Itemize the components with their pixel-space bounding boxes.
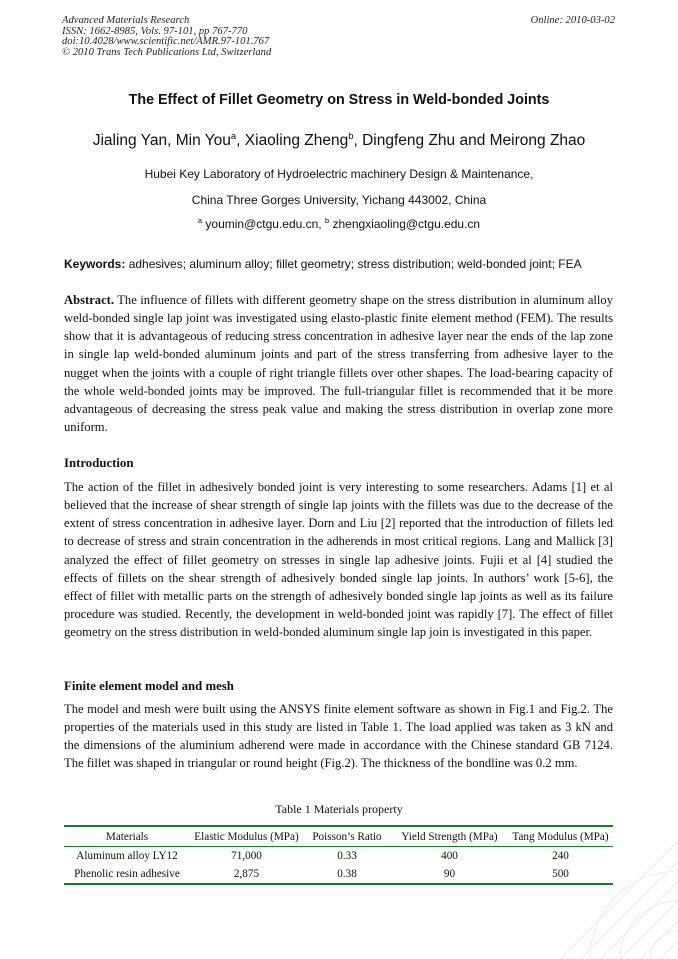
introduction-heading: Introduction: [64, 456, 134, 470]
table-cell: 90: [391, 865, 508, 884]
col-header-elastic-modulus: Elastic Modulus (MPa): [190, 826, 303, 847]
affiliation-line-2: China Three Gorges University, Yichang 443002, China: [191, 193, 487, 207]
paper-title: The Effect of Fillet Geometry on Stress in Weld-bonded Joints: [128, 92, 550, 108]
doi-line: doi:10.4028/www.scientific.net/AMR.97-101.767: [62, 36, 270, 48]
keywords-text: adhesives; aluminum alloy; fillet geometry; stress distribution; weld-bonded joint; FEA: [125, 257, 582, 271]
col-header-poissons-ratio: Poisson’s Ratio: [303, 826, 391, 847]
abstract-text: The influence of fillets with different geometry shape on the stress distribution in aluminum alloy weld-bonded single lap joint was investigated using elasto-plastic finite element method (FEM). The results show that it is advantageous of reducing stress concentration in adhesive layer near the ends of the lap zone in single lap weld-bonded aluminum joints and part of the stress transferring from adhesive layer to the nugget when the joints with a couple of right triangle fillets over other shapes. The load-bearing capacity of the whole weld-bonded joints may be improved. The full-triangular fillet is recommended that it be more advantageous of decreasing the stress peak value and making the stress distribution in overlap zone more uniform.: [64, 293, 613, 435]
journal-header: [62, 16, 271, 58]
materials-table: [64, 825, 613, 885]
table-cell: 2,875: [190, 865, 303, 884]
journal-name: Advanced Materials Research: [62, 15, 190, 26]
fem-heading: Finite element model and mesh: [64, 679, 234, 693]
fem-text: The model and mesh were built using the ANSYS finite element software as shown in Fig.1 and Fig.2. The properties of the materials used in this study are listed in Table 1. The load applied was taken as 3 kN and the dimensions of the aluminium adherend were made in accordance with the Chinese standard GB 7124. The fillet was shaped in triangular or round height (Fig.2). The thickness of the bondline was 0.2 mm.: [64, 702, 613, 771]
table-cell: 0.38: [303, 865, 391, 884]
col-header-yield-strength: Yield Strength (MPa): [391, 826, 508, 847]
keywords-label: Keywords:: [64, 257, 126, 271]
author-sup-b: b: [348, 131, 354, 142]
email-sup-a: a: [197, 216, 203, 225]
online-date: Online: 2010-03-02: [530, 15, 615, 26]
table-row: [64, 847, 613, 866]
abstract-label: Abstract.: [64, 293, 115, 307]
keywords: [64, 257, 624, 271]
author-group-2: , Xiaoling Zheng: [236, 132, 349, 150]
col-header-tang-modulus: Tang Modulus (MPa): [508, 826, 613, 847]
publisher-watermark-icon: [560, 841, 678, 959]
issn-line: ISSN: 1662-8985, Vols. 97-101, pp 767-770: [62, 25, 248, 37]
introduction-text: The action of the fillet in adhesively bonded joint is very interesting to some researchers. Adams [1] et al believed that the increase of shear strength of single lap joints with the fillets was due to the decrease of the extent of stress concentration in adhesive layer. Dorn and Liu [2] reported that the introduction of fillets led to decrease of stress and strain concentration in the adherends in most critical regions. Lang and Mallick [3] analyzed the effect of fillet geometry on stresses in single lap adhesive joints. Fujii et al [4] studied the effects of fillets on the shear strength of adhesively bonded single lap joints. In authors’ work [5-6], the effect of fillet with metallic parts on the strength of adhesively bonded single lap joints as well as its failure procedure was studied. Recently, the development in weld-bonded joint was rapidly [7]. The effect of fillet geometry on the stress distribution in weld-bonded aluminum single lap join is investigated in this paper.: [64, 480, 613, 640]
table-row: [64, 865, 613, 884]
table-cell: 240: [552, 850, 569, 862]
table-cell: 0.33: [337, 850, 357, 862]
abstract: [64, 291, 613, 436]
table-cell: 400: [441, 850, 458, 862]
table-header-row: [64, 826, 613, 847]
table-cell: 71,000: [231, 850, 262, 862]
table-cell: Phenolic resin adhesive: [64, 865, 190, 884]
email-line: [0, 216, 678, 231]
author-sup-a: a: [230, 131, 237, 142]
author-group-1: Jialing Yan, Min You: [92, 132, 231, 150]
copyright-line: © 2010 Trans Tech Publications Ltd, Switzerland: [62, 46, 272, 58]
table-cell: 500: [508, 865, 613, 884]
author-list: [0, 131, 678, 150]
table-cell: Aluminum alloy LY12: [76, 850, 178, 862]
affiliation-line-1: Hubei Key Laboratory of Hydroelectric machinery Design & Maintenance,: [144, 167, 534, 181]
email-b-link[interactable]: zhengxiaoling@ctgu.edu.cn: [329, 217, 481, 231]
author-group-3: , Dingfeng Zhu and Meirong Zhao: [353, 132, 586, 150]
email-a-link[interactable]: youmin@ctgu.edu.cn,: [202, 217, 325, 231]
table-caption: Table 1 Materials property: [275, 802, 403, 816]
email-sup-b: b: [324, 216, 330, 225]
col-header-materials: Materials: [64, 826, 190, 847]
